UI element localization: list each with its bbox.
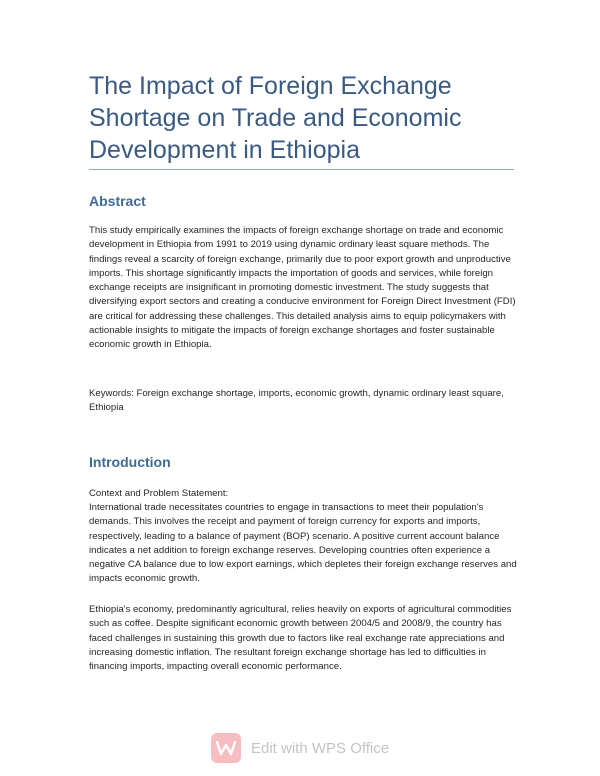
title-divider [89, 169, 514, 170]
intro-paragraph-2: Ethiopia's economy, predominantly agricultural, relies heavily on exports of agricultural commodities such as coffee. Despite significant economic growth between 2004/5 and 2008/9, the country has faced challenges in sustaining this growth due to factors like real exchange rate appreciations and increasing domestic inflation. The resultant foreign exchange shortage has led to difficulties in financing imports, impacting overall economic performance. [89, 604, 512, 673]
abstract-heading: Abstract [89, 193, 146, 209]
wps-logo-icon [211, 733, 241, 763]
wps-watermark [211, 731, 411, 765]
document-title: The Impact of Foreign Exchange Shortage on Trade and Economic Development in Ethiopia [89, 72, 462, 164]
abstract-text: This study empirically examines the impacts of foreign exchange shortage on trade and economic development in Ethiopia from 1991 to 2019 using dynamic ordinary least square methods. The findings reveal a scarcity of foreign exchange, primarily due to poor export growth and unproductive imports. This shortage significantly impacts the importation of goods and services, while foreign exchange receipts are insignificant in promoting domestic investment. The study suggests that diversifying export sectors and creating a conducive environment for Foreign Direct Investment (FDI) are critical for addressing these challenges. This detailed analysis aims to equip policymakers with actionable insights to mitigate the impacts of foreign exchange shortages and foster sustainable economic growth in Ethiopia. [89, 225, 516, 351]
intro-subheading: Context and Problem Statement: [89, 488, 229, 499]
keywords-text: Keywords: Foreign exchange shortage, imports, economic growth, dynamic ordinary least square, Ethiopia [89, 388, 504, 414]
wps-logo-glyph [216, 740, 236, 756]
watermark-text: Edit with WPS Office [251, 739, 390, 757]
introduction-heading: Introduction [89, 454, 171, 470]
intro-paragraph-1: International trade necessitates countries to engage in transactions to meet their population's demands. This involves the receipt and payment of foreign currency for exports and imports, respectively, leading to a balance of payment (BOP) scenario. A positive current account balance indicates a net addition to foreign exchange reserves. Developing countries often experience a negative CA balance due to low export earnings, which depletes their foreign exchange reserves and impacts economic growth. [89, 502, 517, 585]
